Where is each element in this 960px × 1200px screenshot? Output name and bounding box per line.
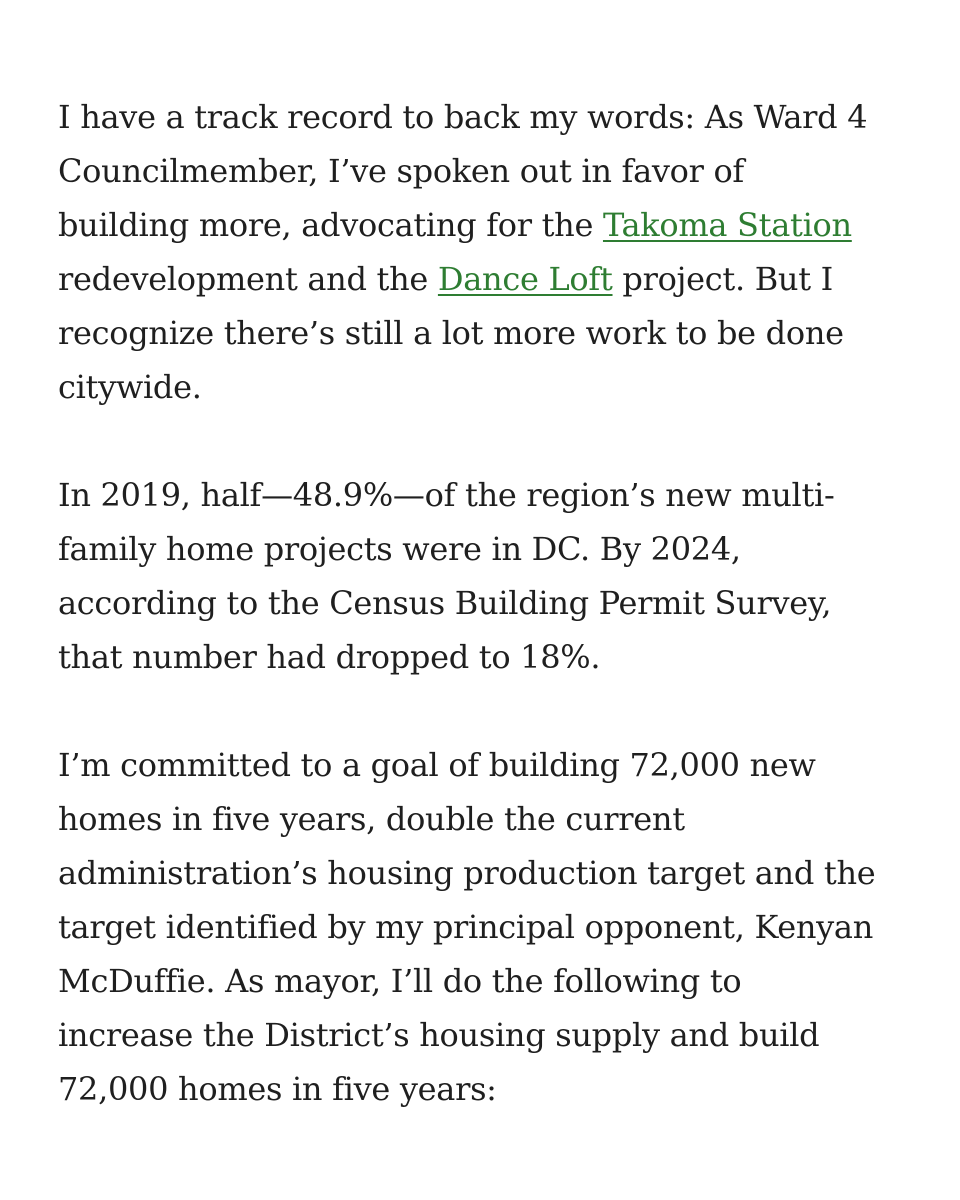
paragraph-commitment — [58, 738, 908, 1116]
text-segment: redevelopment and the — [58, 260, 438, 298]
text-segment: project. But I — [612, 260, 834, 298]
text-line: McDuffie. As mayor, I’ll do the following to — [58, 962, 742, 1000]
article-body — [58, 90, 908, 1116]
text-line: homes in five years, double the current — [58, 800, 685, 838]
text-line: increase the District’s housing supply and build — [58, 1016, 820, 1054]
text-line: I have a track record to back my words: As Ward 4 — [58, 98, 868, 136]
text-line: I’m committed to a goal of building 72,000 new — [58, 746, 816, 784]
text-line: according to the Census Building Permit Survey, — [58, 584, 832, 622]
dance-loft-link[interactable]: Dance Loft — [437, 260, 613, 298]
text-line — [58, 252, 908, 306]
text-line: target identified by my principal opponent, Kenyan — [58, 908, 874, 946]
text-line: citywide. — [58, 368, 202, 406]
text-line: administration’s housing production target and the — [58, 854, 876, 892]
text-line: family home projects were in DC. By 2024, — [58, 530, 741, 568]
text-line: In 2019, half—48.9%—of the region’s new multi- — [58, 476, 835, 514]
text-segment: building more, advocating for the — [58, 206, 603, 244]
text-line — [58, 198, 908, 252]
paragraph-statistics — [58, 468, 908, 684]
text-line: recognize there’s still a lot more work to be done — [58, 314, 844, 352]
takoma-station-link[interactable]: Takoma Station — [602, 206, 852, 244]
text-line: that number had dropped to 18%. — [58, 638, 601, 676]
text-line: 72,000 homes in five years: — [58, 1070, 497, 1108]
text-line: Councilmember, I’ve spoken out in favor of — [58, 152, 744, 190]
paragraph-track-record — [58, 90, 908, 414]
